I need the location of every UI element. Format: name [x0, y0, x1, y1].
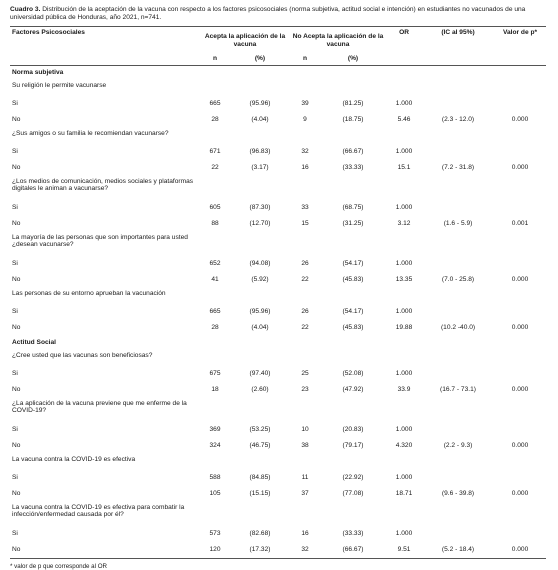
empty-cell — [494, 80, 546, 96]
pct-no-accept: (66.67) — [342, 546, 364, 554]
p-value: 0.000 — [511, 164, 529, 172]
confidence-interval: (7.2 - 31.8) — [441, 164, 475, 172]
pct-accept: (82.68) — [249, 530, 271, 538]
answer-label: Si — [12, 100, 18, 108]
n-no-accept: 16 — [301, 164, 309, 172]
confidence-interval — [422, 200, 494, 216]
pct-no-accept: (22.92) — [342, 474, 364, 482]
p-value — [494, 256, 546, 272]
confidence-interval — [422, 366, 494, 382]
empty-cell — [386, 288, 422, 304]
empty-cell — [422, 454, 494, 470]
pct-accept: (96.83) — [249, 148, 271, 156]
empty-cell — [230, 128, 290, 144]
pct-no-accept: (45.83) — [342, 276, 364, 284]
n-accept: 369 — [209, 426, 221, 434]
answer-label: No — [12, 386, 21, 394]
n-accept: 605 — [209, 204, 221, 212]
empty-cell — [494, 288, 546, 304]
table-caption — [10, 6, 546, 23]
table-row — [10, 366, 546, 382]
table-row — [10, 304, 546, 320]
question-text: ¿Cree usted que las vacunas son beneficiosas? — [12, 351, 153, 359]
empty-cell — [320, 288, 386, 304]
empty-cell — [494, 176, 546, 200]
n-accept: 665 — [209, 100, 221, 108]
n-no-accept: 10 — [301, 426, 309, 434]
empty-cell — [494, 128, 546, 144]
pct-accept: (94.08) — [249, 260, 271, 268]
confidence-interval: (16.7 - 73.1) — [440, 386, 476, 394]
empty-cell — [290, 80, 320, 96]
pct-accept: (3.17) — [251, 164, 269, 172]
question-row — [10, 454, 546, 470]
empty-cell — [230, 502, 290, 526]
section-row — [10, 336, 546, 350]
answer-label: No — [12, 442, 21, 450]
n-accept: 41 — [211, 276, 219, 284]
n-no-accept: 33 — [301, 204, 309, 212]
pct-accept: (12.70) — [249, 220, 271, 228]
odds-ratio: 15.1 — [397, 164, 411, 172]
table-row — [10, 160, 546, 176]
question-text: La mayoría de las personas que son importantes para usted ¿desean vacunarse? — [12, 233, 188, 249]
n-accept: 88 — [211, 220, 219, 228]
empty-cell — [290, 398, 320, 422]
question-row — [10, 232, 546, 256]
pct-accept: (5.92) — [251, 276, 269, 284]
pct-no-accept: (52.08) — [342, 370, 364, 378]
pct-accept: (4.04) — [251, 324, 269, 332]
table-row — [10, 470, 546, 486]
header-ic: (IC al 95%) — [441, 28, 475, 36]
table-body — [10, 65, 546, 558]
pct-accept: (84.85) — [249, 474, 271, 482]
header-p: Valor de p* — [502, 28, 538, 36]
answer-label: No — [12, 276, 21, 284]
pct-no-accept: (47.92) — [342, 386, 364, 394]
empty-cell — [290, 176, 320, 200]
confidence-interval: (5.2 - 18.4) — [441, 546, 475, 554]
empty-cell — [422, 350, 494, 366]
table-row — [10, 526, 546, 542]
answer-label: Si — [12, 474, 18, 482]
question-row — [10, 288, 546, 304]
p-value — [494, 422, 546, 438]
n-accept: 665 — [209, 308, 221, 316]
n-no-accept: 22 — [301, 276, 309, 284]
p-value: 0.000 — [511, 442, 529, 450]
p-value — [494, 96, 546, 112]
answer-label: No — [12, 220, 21, 228]
pct-accept: (15.15) — [249, 490, 271, 498]
empty-cell — [200, 502, 230, 526]
n-no-accept: 26 — [301, 260, 309, 268]
empty-cell — [230, 454, 290, 470]
table-row — [10, 272, 546, 288]
pct-no-accept: (31.25) — [342, 220, 364, 228]
confidence-interval — [422, 470, 494, 486]
header-accept: Acepta la aplicación de la vacuna — [204, 33, 286, 48]
confidence-interval — [422, 256, 494, 272]
confidence-interval — [422, 422, 494, 438]
empty-cell — [320, 232, 386, 256]
n-accept: 675 — [209, 370, 221, 378]
question-text: ¿Sus amigos o su familia le recomiendan vacunarse? — [12, 129, 169, 137]
p-value — [494, 470, 546, 486]
odds-ratio: 1.000 — [395, 260, 413, 268]
question-row — [10, 80, 546, 96]
table-row — [10, 438, 546, 454]
odds-ratio: 1.000 — [395, 148, 413, 156]
odds-ratio: 1.000 — [395, 474, 413, 482]
confidence-interval: (2.3 - 12.0) — [441, 116, 475, 124]
odds-ratio: 1.000 — [395, 530, 413, 538]
odds-ratio: 19.88 — [395, 324, 413, 332]
odds-ratio: 4.320 — [395, 442, 413, 450]
answer-label: No — [12, 546, 21, 554]
empty-cell — [290, 350, 320, 366]
empty-cell — [386, 502, 422, 526]
p-value — [494, 304, 546, 320]
section-title: Actitud Social — [12, 339, 56, 347]
empty-cell — [422, 80, 494, 96]
odds-ratio: 13.35 — [395, 276, 413, 284]
answer-label: Si — [12, 308, 18, 316]
empty-cell — [422, 398, 494, 422]
empty-cell — [422, 232, 494, 256]
confidence-interval: (9.6 - 39.8) — [441, 490, 475, 498]
empty-cell — [386, 128, 422, 144]
n-accept: 588 — [209, 474, 221, 482]
p-value — [494, 200, 546, 216]
footnote: * valor de p que corresponde al OR — [10, 562, 107, 570]
pct-accept: (95.96) — [249, 308, 271, 316]
p-value: 0.000 — [511, 490, 529, 498]
n-accept: 573 — [209, 530, 221, 538]
question-text: Las personas de su entorno aprueban la vacunación — [12, 289, 166, 297]
confidence-interval: (1.6 - 5.9) — [443, 220, 473, 228]
n-accept: 18 — [211, 386, 219, 394]
empty-cell — [494, 398, 546, 422]
pct-no-accept: (20.83) — [342, 426, 364, 434]
empty-cell — [230, 232, 290, 256]
n-no-accept: 11 — [301, 474, 309, 482]
table-row — [10, 256, 546, 272]
n-accept: 671 — [209, 148, 221, 156]
empty-cell — [320, 398, 386, 422]
pct-no-accept: (54.17) — [342, 308, 364, 316]
empty-cell — [386, 232, 422, 256]
answer-label: No — [12, 490, 21, 498]
p-value: 0.001 — [511, 220, 529, 228]
pct-no-accept: (18.75) — [342, 116, 364, 124]
question-text: La vacuna contra la COVID-19 es efectiva para combatir la infección/enfermedad causada por él? — [12, 503, 185, 519]
confidence-interval: (10.2 -40.0) — [440, 324, 476, 332]
n-accept: 120 — [209, 546, 221, 554]
empty-cell — [320, 454, 386, 470]
table-row — [10, 216, 546, 232]
confidence-interval — [422, 96, 494, 112]
odds-ratio: 1.000 — [395, 308, 413, 316]
empty-cell — [290, 128, 320, 144]
pct-no-accept: (79.17) — [342, 442, 364, 450]
p-value — [494, 144, 546, 160]
header-pct-no-accept: (%) — [347, 55, 359, 63]
pct-accept: (17.32) — [249, 546, 271, 554]
pct-accept: (46.75) — [249, 442, 271, 450]
p-value: 0.000 — [511, 386, 529, 394]
empty-cell — [386, 176, 422, 200]
question-row — [10, 398, 546, 422]
table-row — [10, 382, 546, 398]
empty-cell — [494, 350, 546, 366]
n-accept: 105 — [209, 490, 221, 498]
odds-ratio: 9.51 — [397, 546, 411, 554]
empty-cell — [200, 176, 230, 200]
question-row — [10, 128, 546, 144]
empty-cell — [290, 232, 320, 256]
header-pct-accept: (%) — [254, 55, 266, 63]
empty-cell — [386, 80, 422, 96]
confidence-interval — [422, 304, 494, 320]
odds-ratio: 33.9 — [397, 386, 411, 394]
empty-cell — [494, 232, 546, 256]
caption-label: Cuadro 3. — [10, 6, 41, 13]
answer-label: Si — [12, 426, 18, 434]
p-value: 0.000 — [511, 276, 529, 284]
empty-cell — [200, 128, 230, 144]
question-text: Su religión le permite vacunarse — [12, 81, 107, 89]
odds-ratio: 18.71 — [395, 490, 413, 498]
n-no-accept: 22 — [301, 324, 309, 332]
table-row — [10, 200, 546, 216]
p-value: 0.000 — [511, 546, 529, 554]
pct-accept: (4.04) — [251, 116, 269, 124]
pct-accept: (97.40) — [249, 370, 271, 378]
table-row — [10, 112, 546, 128]
header-n-no-accept: n — [302, 55, 308, 63]
empty-cell — [320, 350, 386, 366]
pct-no-accept: (33.33) — [342, 164, 364, 172]
empty-cell — [494, 502, 546, 526]
answer-label: Si — [12, 370, 18, 378]
empty-cell — [320, 502, 386, 526]
p-value — [494, 366, 546, 382]
answer-label: Si — [12, 204, 18, 212]
question-row — [10, 350, 546, 366]
empty-cell — [230, 350, 290, 366]
empty-cell — [320, 128, 386, 144]
confidence-interval: (2.2 - 9.3) — [443, 442, 473, 450]
empty-cell — [386, 454, 422, 470]
table-row — [10, 542, 546, 559]
section-title: Norma subjetiva — [12, 69, 64, 77]
empty-cell — [422, 176, 494, 200]
odds-ratio: 1.000 — [395, 204, 413, 212]
table-row — [10, 320, 546, 336]
header-no-accept: No Acepta la aplicación de la vacuna — [292, 33, 384, 48]
n-accept: 22 — [211, 164, 219, 172]
empty-cell — [200, 398, 230, 422]
pct-no-accept: (33.33) — [342, 530, 364, 538]
n-no-accept: 25 — [301, 370, 309, 378]
p-value: 0.000 — [511, 324, 529, 332]
odds-ratio: 1.000 — [395, 426, 413, 434]
empty-cell — [200, 350, 230, 366]
empty-cell — [200, 288, 230, 304]
pct-no-accept: (54.17) — [342, 260, 364, 268]
empty-cell — [230, 176, 290, 200]
n-no-accept: 37 — [301, 490, 309, 498]
p-value — [494, 526, 546, 542]
odds-ratio: 1.000 — [395, 100, 413, 108]
header-n-accept: n — [212, 55, 218, 63]
empty-cell — [290, 288, 320, 304]
empty-cell — [230, 80, 290, 96]
n-no-accept: 32 — [301, 148, 309, 156]
empty-cell — [290, 454, 320, 470]
answer-label: Si — [12, 260, 18, 268]
pct-accept: (87.30) — [249, 204, 271, 212]
odds-ratio: 5.46 — [397, 116, 411, 124]
pct-accept: (95.96) — [249, 100, 271, 108]
empty-cell — [200, 454, 230, 470]
table-row — [10, 144, 546, 160]
n-no-accept: 39 — [301, 100, 309, 108]
header-factor: Factores Psicosociales — [12, 28, 85, 36]
answer-label: Si — [12, 530, 18, 538]
pct-no-accept: (77.08) — [342, 490, 364, 498]
question-row — [10, 176, 546, 200]
empty-cell — [422, 128, 494, 144]
pct-no-accept: (68.75) — [342, 204, 364, 212]
question-text: La vacuna contra la COVID-19 es efectiva — [12, 455, 136, 463]
odds-ratio: 3.12 — [397, 220, 411, 228]
header-or: OR — [399, 28, 409, 36]
empty-cell — [386, 350, 422, 366]
empty-cell — [422, 502, 494, 526]
empty-cell — [386, 398, 422, 422]
empty-cell — [290, 502, 320, 526]
section-row — [10, 65, 546, 80]
empty-cell — [320, 176, 386, 200]
question-text: ¿La aplicación de la vacuna previene que me enferme de la COVID-19? — [12, 399, 187, 415]
answer-label: No — [12, 324, 21, 332]
empty-cell — [200, 80, 230, 96]
empty-cell — [320, 80, 386, 96]
n-accept: 652 — [209, 260, 221, 268]
n-accept: 324 — [209, 442, 221, 450]
pct-accept: (2.60) — [251, 386, 269, 394]
empty-cell — [422, 288, 494, 304]
n-no-accept: 23 — [301, 386, 309, 394]
empty-cell — [230, 288, 290, 304]
table-row — [10, 96, 546, 112]
pct-no-accept: (81.25) — [342, 100, 364, 108]
caption-text: Distribución de la aceptación de la vacuna con respecto a los factores psicosociales (norma subjetiva, actitud social e intención) en estudiantes no vacunados de una universidad pública de Honduras, año 2021, n=741. — [10, 6, 526, 22]
table-row — [10, 486, 546, 502]
pct-accept: (53.25) — [249, 426, 271, 434]
table-row — [10, 422, 546, 438]
n-accept: 28 — [211, 324, 219, 332]
question-row — [10, 502, 546, 526]
n-no-accept: 32 — [301, 546, 309, 554]
n-no-accept: 38 — [301, 442, 309, 450]
empty-cell — [494, 454, 546, 470]
results-table — [10, 26, 546, 559]
empty-cell — [200, 232, 230, 256]
confidence-interval — [422, 526, 494, 542]
confidence-interval: (7.0 - 25.8) — [441, 276, 475, 284]
n-no-accept: 26 — [301, 308, 309, 316]
question-text: ¿Los medios de comunicación, medios sociales y plataformas digitales le animan a vacunarse? — [12, 177, 194, 193]
answer-label: No — [12, 116, 21, 124]
n-no-accept: 15 — [301, 220, 309, 228]
p-value: 0.000 — [511, 116, 529, 124]
pct-no-accept: (66.67) — [342, 148, 364, 156]
n-accept: 28 — [211, 116, 219, 124]
odds-ratio: 1.000 — [395, 370, 413, 378]
answer-label: Si — [12, 148, 18, 156]
n-no-accept: 9 — [303, 116, 307, 124]
pct-no-accept: (45.83) — [342, 324, 364, 332]
n-no-accept: 16 — [301, 530, 309, 538]
answer-label: No — [12, 164, 21, 172]
empty-cell — [230, 398, 290, 422]
confidence-interval — [422, 144, 494, 160]
